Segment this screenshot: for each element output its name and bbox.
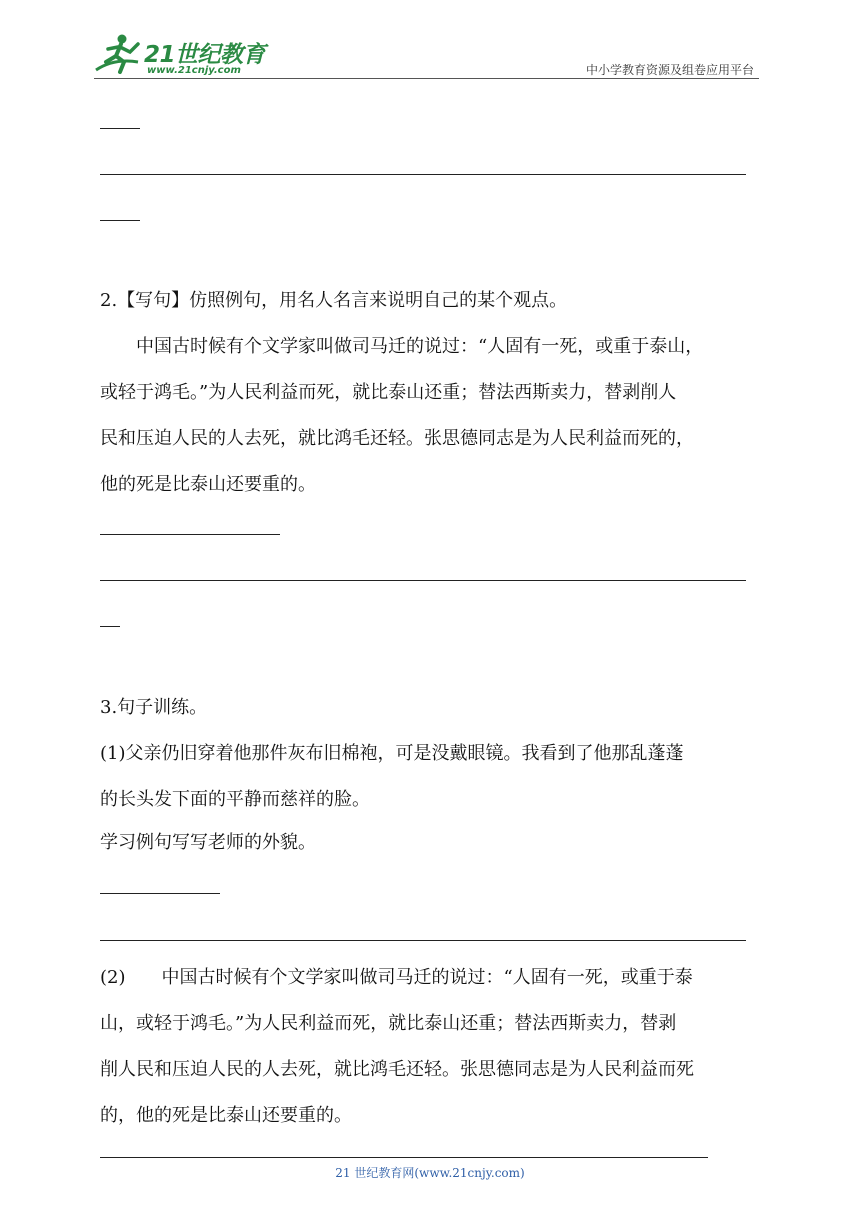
example-line: 民和压迫人民的人去死，就比鸿毛还轻。张思德同志是为人民利益而死的， [100,428,694,449]
platform-tagline: 中小学教育资源及组卷应用平台 [585,63,754,77]
logo-url: www.21cnjy.com [147,65,241,76]
answer-line[interactable] [100,1157,708,1158]
header-divider [94,78,759,79]
sub1-line: 的长头发下面的平静而慈祥的脸。 [100,789,370,810]
sub1-line: (1)父亲仍旧穿着他那件灰布旧棉袍，可是没戴眼镜。我看到了他那乱蓬蓬 [100,743,684,764]
question-2-title: 2.【写句】仿照例句，用名人名言来说明自己的某个观点。 [100,290,568,311]
answer-line[interactable] [100,174,746,175]
page-header [0,0,860,80]
question-3-sub1 [100,731,764,823]
site-logo[interactable] [94,32,264,78]
answer-line[interactable] [100,128,140,129]
example-line: 他的死是比泰山还要重的。 [100,474,316,495]
answer-line[interactable] [100,534,280,535]
example-line: 中国古时候有个文学家叫做司马迁的说过：“人固有一死，或重于泰山， [100,336,704,357]
logo-title: 21世纪教育 [144,42,266,68]
answer-line[interactable] [100,626,120,627]
answer-line[interactable] [100,220,140,221]
example-line: 或轻于鸿毛。”为人民利益而死，就比泰山还重；替法西斯卖力，替剥削人 [100,382,677,403]
answer-line[interactable] [100,940,746,941]
question-3-sub2 [100,955,764,1139]
sub2-line: 削人民和压迫人民的人去死，就比鸿毛还轻。张思德同志是为人民利益而死 [100,1059,694,1080]
question-3-title: 3.句子训练。 [100,697,208,718]
sub2-line: 的，他的死是比泰山还要重的。 [100,1105,352,1126]
question-2-example [100,324,764,508]
answer-line[interactable] [100,580,746,581]
question-3-sub1-task: 学习例句写写老师的外貌。 [100,832,316,853]
sub2-line: 山，或轻于鸿毛。”为人民利益而死，就比泰山还重；替法西斯卖力，替剥 [100,1013,677,1034]
runner-logo-icon [94,32,146,76]
page-footer[interactable]: 21 世纪教育网(www.21cnjy.com) [335,1166,525,1180]
answer-line[interactable] [100,893,220,894]
sub2-line: (2) 中国古时候有个文学家叫做司马迁的说过：“人固有一死，或重于泰 [100,967,693,988]
